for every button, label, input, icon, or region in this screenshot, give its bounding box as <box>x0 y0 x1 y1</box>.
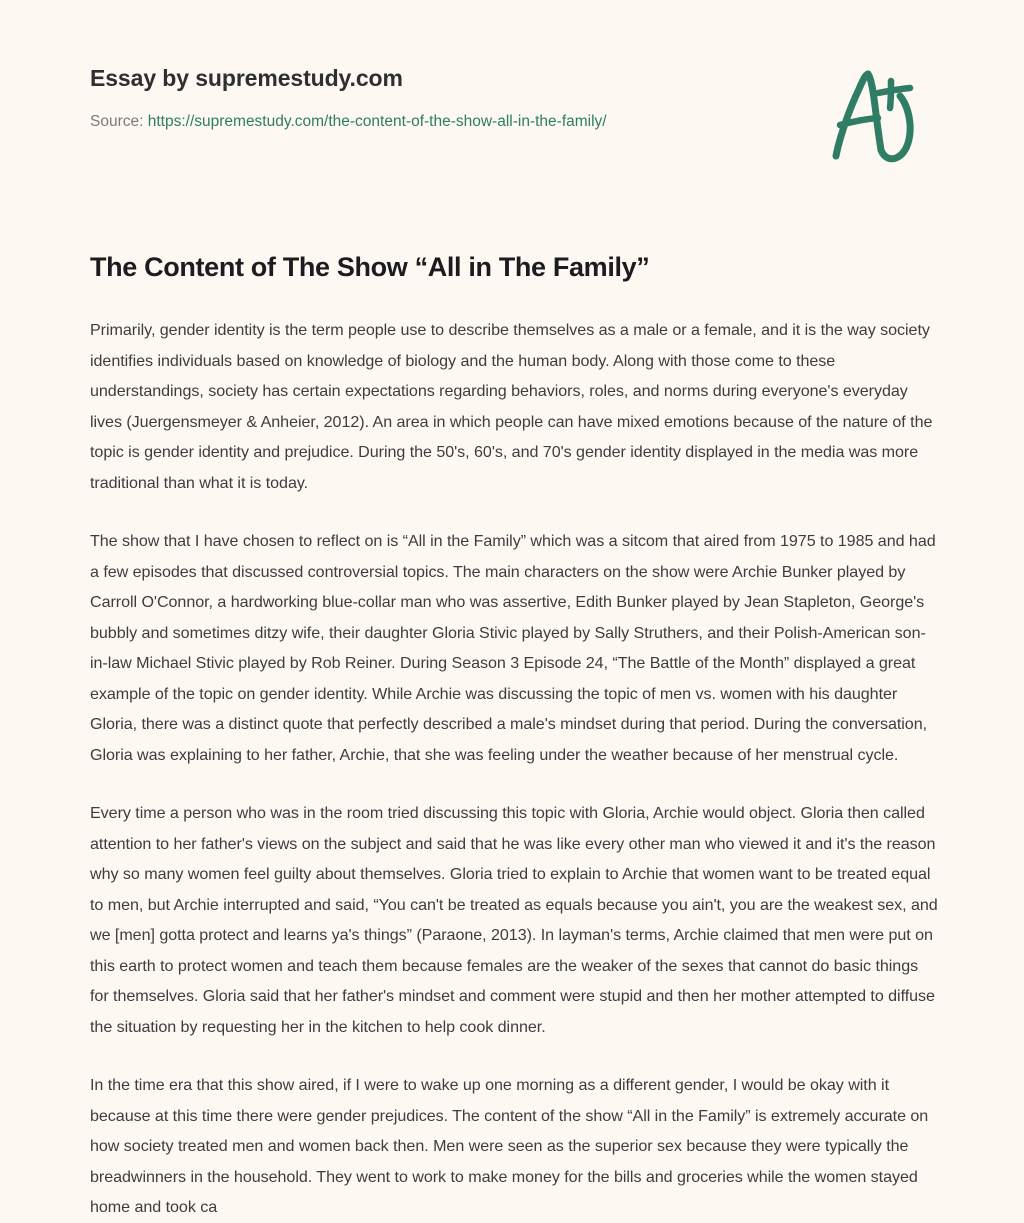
article-paragraph: The show that I have chosen to reflect on is “All in the Family” which was a sitcom that aired from 1975 to 1985 and had a few episodes that discussed controversial topics. The main characters on the show were Archie Bunker played by Carroll O'Connor, a hardworking blue-collar man who was assertive, Edith Bunker played by Jean Stapleton, George's bubbly and sometimes ditzy wife, their daughter Gloria Stivic played by Sally Struthers, and their Polish-American son-in-law Michael Stivic played by Rob Reiner. During Season 3 Episode 24, “The Battle of the Month” displayed a great example of the topic on gender identity. While Archie was discussing the topic of men vs. women with his daughter Gloria, there was a distinct quote that perfectly described a male's mindset during that period. During the conversation, Gloria was explaining to her father, Archie, that she was feeling under the weather because of her menstrual cycle. <box>90 532 936 764</box>
source-label: Source: <box>90 112 144 130</box>
article-paragraph: Every time a person who was in the room tried discussing this topic with Gloria, Archie would object. Gloria then called attention to her father's views on the subject and said that he was like every other man who viewed it and it's the reason why so many women feel guilty about themselves. Gloria tried to explain to Archie that women want to be treated equal to men, but Archie interrupted and said, “You can't be treated as equals because you ain't, you are the weakest sex, and we [men] gotta protect and learns ya's things” (Paraone, 2013). In layman's terms, Archie claimed that men were put on this earth to protect women and teach them because females are the weaker of the sexes that cannot do basic things for themselves. Gloria said that her father's mindset and comment were stupid and then her mother attempted to diffuse the situation by requesting her in the kitchen to help cook dinner. <box>90 804 938 1036</box>
a-plus-logo-icon <box>818 62 928 167</box>
essay-by-heading: Essay by supremestudy.com <box>90 65 403 91</box>
article-body <box>90 315 938 1223</box>
article <box>90 250 938 1223</box>
header-text-block <box>90 64 790 132</box>
source-line <box>90 112 790 132</box>
source-url-link[interactable]: https://supremestudy.com/the-content-of-the-show-all-in-the-family/ <box>147 112 607 130</box>
article-paragraph: In the time era that this show aired, if I were to wake up one morning as a different gender, I would be okay with it because at this time there were gender prejudices. The content of the show “All in the Family” is extremely accurate on how society treated men and women back then. Men were seen as the superior sex because they were typically the breadwinners in the household. They went to work to make money for the bills and groceries while the women stayed home and took ca <box>90 1076 929 1217</box>
page-title: The Content of The Show “All in The Family” <box>90 252 650 282</box>
page-header <box>0 0 1024 200</box>
article-paragraph: Primarily, gender identity is the term people use to describe themselves as a male or a female, and it is the way society identifies individuals based on knowledge of biology and the human body. Along with those come to these understandings, society has certain expectations regarding behaviors, roles, and norms during everyone's everyday lives (Juergensmeyer & Anheier, 2012). An area in which people can have mixed emotions because of the nature of the topic is gender identity and prejudice. During the 50's, 60's, and 70's gender identity displayed in the media was more traditional than what it is today. <box>90 321 933 492</box>
